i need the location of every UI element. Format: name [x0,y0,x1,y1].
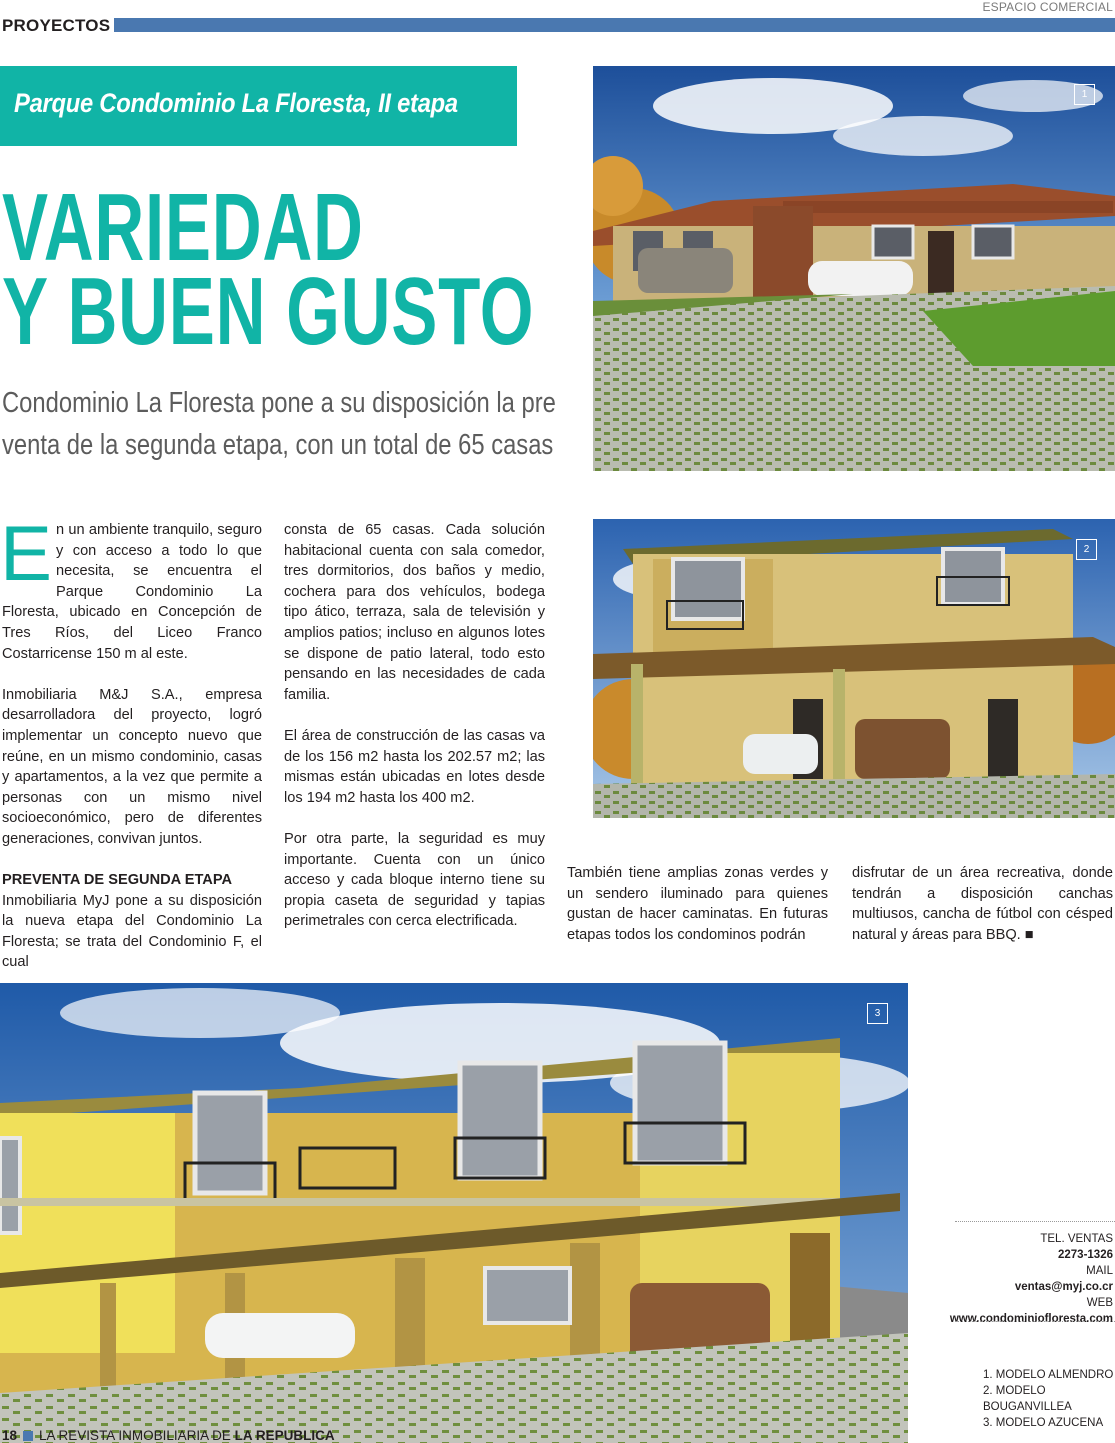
footer-square-icon [23,1431,33,1441]
web-address: www.condominiofloresta.com [949,1313,1113,1325]
paragraph-1: n un ambiente tranquilo, seguro y con acceso a todo lo que necesita, se encuentra el Parque Condominio La Floresta, ubicado en Concepción de Tres Ríos, del Liceo Franco Costarricense 150 m al este. [2,522,262,662]
headline-line-1: VARIEDAD [2,174,364,281]
photo-modelo-almendro [593,66,1115,471]
paragraph-5: El área de construcción de las casas va de los 156 m2 hasta los 202.57 m2; las mismas están ubicadas en lotes desde los 194 m2 hasta los 400 m2. [284,727,545,806]
photo-number-3: 3 [867,1003,888,1024]
headline [2,174,535,365]
section-label: PROYECTOS [2,16,111,35]
photo-number-2: 2 [1076,539,1097,560]
article-column-2 [284,520,545,952]
tel-number: 2273-1326 [1058,1249,1113,1261]
photo-modelo-azucena [0,983,908,1443]
banner-title: Parque Condominio La Floresta, II etapa [14,88,458,118]
footer-text: LA REVISTA INMOBILIARIA DE [39,1428,231,1443]
footer-brand: LA REPUBLICA [234,1428,335,1443]
lead-paragraph: Condominio La Floresta pone a su disposición la pre venta de la segunda etapa, con un total de 65 casas [2,387,556,461]
paragraph-6: Por otra parte, la seguridad es muy importante. Cuenta con un único acceso y cada bloque interno tiene su propia caseta de seguridad y tapias perimetrales con cerca electrificada. [284,830,545,930]
contact-box [943,1231,1113,1327]
subhead-preventa: PREVENTA DE SEGUNDA ETAPA [2,872,233,889]
paragraph-2: Inmobiliaria M&J S.A., empresa desarrolladora del proyecto, logró implementar un concepto nuevo que reúne, en un mismo condominio, casas y apartamentos, a la vez que permite a personas con un mismo nivel socioeconómico, pero de diferentes generaciones, convivan juntos. [2,686,262,847]
contact-divider-top [955,1221,1115,1222]
page-footer [2,1428,335,1443]
photo-number-1: 1 [1074,84,1095,105]
article-column-3 [567,863,828,966]
top-rule [114,18,1115,32]
page-number: 18 [2,1428,18,1443]
paragraph-8: disfrutar de un área recreativa, donde tendrán a disposición canchas multiusos, cancha de fútbol con césped natural y áreas para BBQ. ■ [852,865,1113,943]
paragraph-4: consta de 65 casas. Cada solución habitacional cuenta con sala comedor, tres dormitorios, dos baños y medio, cochera para dos vehículos, bodega tipo ático, terraza, sala de televisión y amplios patios; incluso en algunos lotes se dispone de patio lateral, todo esto pensando en las necesidades de cada familia. [284,522,545,703]
headline-line-2: Y BUEN GUSTO [2,258,535,365]
paragraph-3: Inmobiliaria MyJ pone a su disposición la nueva etapa del Condominio La Floresta; se trata del Condominio F, el cual [2,892,262,971]
models-legend [983,1367,1115,1431]
article-column-1 [0,509,262,994]
dropcap: E [0,509,53,597]
model-item-1: 1. MODELO ALMENDRO [983,1369,1114,1381]
article-column-4 [852,863,1113,966]
paragraph-7: También tiene amplias zonas verdes y un sendero iluminado para quienes gustan de hacer caminatas. En futuras etapas todos los condominos podrán [567,865,828,943]
model-item-3: 3. MODELO AZUCENA [983,1417,1104,1429]
web-label: WEB [1086,1297,1113,1309]
mail-label: MAIL [1086,1265,1113,1277]
tel-label: TEL. VENTAS [1040,1233,1113,1245]
contact-divider-bottom [955,1321,1115,1322]
mail-address: ventas@myj.co.cr [1014,1281,1113,1293]
model-item-2: 2. MODELO BOUGANVILLEA [983,1385,1072,1413]
photo-modelo-bouganvillea [593,519,1115,818]
section-tag: ESPACIO COMERCIAL [976,0,1113,14]
